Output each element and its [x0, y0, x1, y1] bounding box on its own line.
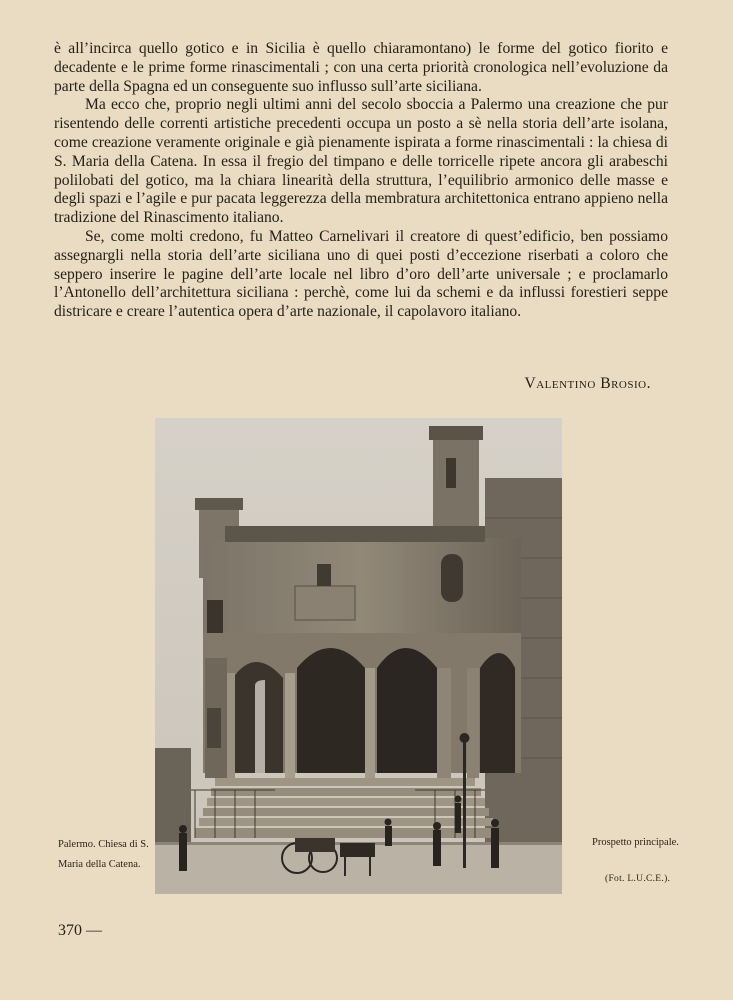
author-name: Valentino Brosio.	[524, 375, 651, 392]
caption-right: Prospetto principale.	[592, 837, 679, 848]
church-photo	[155, 418, 562, 894]
photo-credit: (Fot. L.U.C.E.).	[605, 874, 671, 884]
page-number: 370 —	[58, 922, 102, 939]
church-facade-illustration	[155, 418, 562, 894]
author-signature	[400, 375, 651, 393]
paragraph-1: è all’incirca quello gotico e in Sicilia è quello chiaramontano) le forme del gotico fiorito e decadente e le prime forme rinascimentali ; con una certa priorità cronologica nell’evoluzione da parte della Spagna ed un conseguente suo influsso sull’arte siciliana.	[54, 40, 668, 95]
paragraph-3: Se, come molti credono, fu Matteo Carnelivari il creatore di quest’edificio, ben possiamo assegnargli nella storia dell’arte siciliana uno di quei posti d’eccezione riserbati a coloro che seppero inserire le pagine dell’arte locale nel libro d’oro dell’arte universale ; e proclamarlo l’Antonello dell’architettura siciliana : perchè, come lui da schemi e da influssi forestieri seppe districare e creare l’autentica opera d’arte nazionale, il capolavoro italiano.	[54, 227, 668, 321]
paragraph-2: Ma ecco che, proprio negli ultimi anni del secolo sboccia a Palermo una creazione che pur risentendo delle correnti artistiche precedenti occupa un posto a sè nella storia dell’arte isolana, come creazione veramente originale e già pienamente ispirata a forme rinascimentali : la chiesa di S. Maria della Catena. In essa il fregio del timpano e delle torricelle ripete ancora gli arabeschi polilobati del gotico, ma la chiara linearità della struttura, l’equilibrio armonico delle masse e degli spazi e l’agile e pur pacata leggerezza della membratura architettonica entrano appieno nella tradizione del Rinascimento italiano.	[54, 96, 668, 227]
caption-left: Palermo. Chiesa di S. Maria della Catena.	[58, 839, 149, 870]
article-body	[54, 40, 668, 322]
